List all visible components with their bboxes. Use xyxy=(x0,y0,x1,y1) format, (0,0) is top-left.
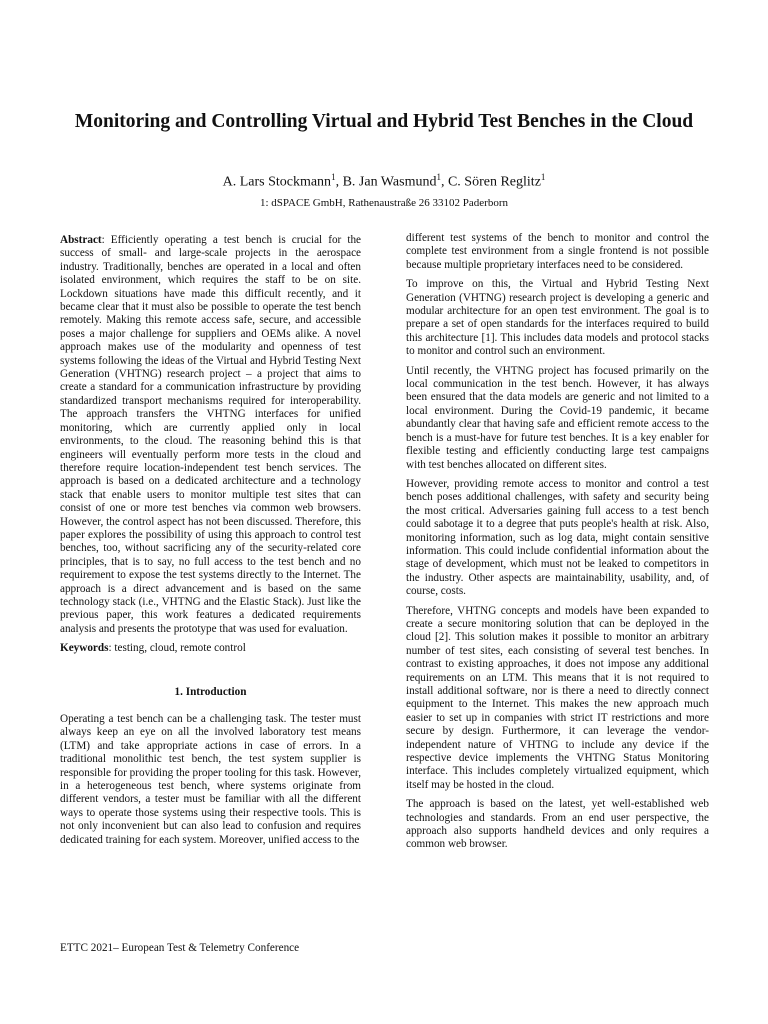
abstract xyxy=(60,234,361,636)
keywords-label: Keywords xyxy=(60,642,109,655)
affiliation: 1: dSPACE GmbH, Rathenaustraße 26 33102 Paderborn xyxy=(260,197,508,209)
abstract-text: : Efficiently operating a test bench is crucial for the success of small- and large-scale projects in the aerospace industry. Traditionally, benches are operated in a local and often isolated environment, which requires the staff to be on site. Lockdown situations have made this difficult recently, and it became clear that it must also be possible to operate the test bench remotely. Making this remote access safe, secure, and accessible poses a major challenge for suppliers and OEMs alike. A novel approach makes use of the modularity and openness of test systems following the ideas of the Virtual and Hybrid Testing Next Generation (VHTNG) research project – a project that aims to create a standard for a communication infrastructure by providing standardized transport mechanisms required for interoperability. The approach transfers the VHTNG interfaces for unified monitoring, which are currently applied only in local environments, to the cloud. The reasoning behind this is that engineers will eventually perform more tests in the cloud and therefore require location-independent test bench services. The approach is based on a dedicated architecture and a technology stack that enable users to monitor multiple test sites that can consist of one or more test benches via common web browsers. However, the control aspect has not been discussed. Therefore, this paper explores the possibility of using this approach to control test benches, too, without sacrificing any of the security-related core principles, that is to say, no full access to the test bench and no requirement to expose the test systems directly to the Internet. The approach is a direct advancement and is based on the same technology stack (i.e., VHTNG and the Elastic Stack). Just like the previous paper, this work features a dedicated requirements analysis and presents the prototype that was used for evaluation. xyxy=(60,234,361,635)
author-list: A. Lars Stockmann$^1$, B. Jan Wasmund$^1$, C. Sören Reglitz$^1$ xyxy=(222,172,546,190)
section-heading-introduction: 1. Introduction xyxy=(174,685,247,698)
right-column xyxy=(406,232,709,858)
body-paragraph: Until recently, the VHTNG project has focused primarily on the local communication in the test bench. However, it has always been ensured that the data models are generic and not limited to a local environment. During the Covid-19 pandemic, it became abundantly clear that having safe and efficient remote access to the bench is a must-have for future test benches. It is a key enabler for flexible testing and efficiently conducting large test campaigns with test benches allocated on different sites. xyxy=(406,364,709,471)
paper-title: Monitoring and Controlling Virtual and Hybrid Test Benches in the Cloud xyxy=(74,111,694,132)
keywords xyxy=(60,642,361,655)
author-name: A. Lars Stockmann xyxy=(222,174,332,190)
body-paragraph: However, providing remote access to monitor and control a test bench poses additional challenges, with safety and security being the most critical. Adversaries gaining full access to a test bench could sabotage it to a degree that puts people's health at risk. Also, monitoring information, such as log data, might contain sensitive information. This could include confidential information about the stage of development, which must not be leaked to competitors in the industry. Other aspects are maintainability, usability, and, of course, costs. xyxy=(406,477,709,598)
author-name: C. Sören Reglitz xyxy=(447,174,541,190)
author-affiliation-mark: 1 xyxy=(540,172,546,182)
page-footer: ETTC 2021– European Test & Telemetry Conference xyxy=(60,942,300,954)
left-column xyxy=(60,234,361,853)
author-affiliation-mark: 1 xyxy=(436,172,441,182)
body-paragraph: The approach is based on the latest, yet well-established web technologies and standards. From an end user perspective, the approach also supports handheld devices and only requires a common web browser. xyxy=(406,798,709,851)
keywords-text: : testing, cloud, remote control xyxy=(108,642,246,655)
author-name: B. Jan Wasmund xyxy=(342,174,437,190)
author-affiliation-mark: 1 xyxy=(331,172,336,182)
body-paragraph: To improve on this, the Virtual and Hybrid Testing Next Generation (VHTNG) research project is developing a generic and modular architecture for an open test environment. The goal is to prepare a set of open standards for the interfaces required to build this architecture [1]. This includes data models and protocol stacks to monitor and control such an environment. xyxy=(406,278,709,358)
abstract-label: Abstract xyxy=(60,234,102,246)
introduction-paragraph: Operating a test bench can be a challenging task. The tester must always keep an eye on all the involved laboratory test means (LTM) and take appropriate actions in case of errors. In a traditional monolithic test bench, the test system supplier is responsible for providing the proper tooling for this task. However, in a heterogeneous test bench, where systems originate from different vendors, a tester must be familiar with all the different ways to operate those systems using their respective tools. This is not only inconvenient but can also lead to confusion and requires dedicated training for each system. Moreover, unified access to the xyxy=(60,713,361,846)
body-paragraph: Therefore, VHTNG concepts and models have been expanded to create a secure monitoring solution that can be deployed in the cloud [2]. This solution makes it possible to monitor an arbitrary number of test sites, each consisting of several test benches. In contrast to existing approaches, it does not impose any additional requirements on an LTM. This means that it is not required to install additional software, nor is there a need to directly connect equipment to the Internet. This makes the new approach much easier to set up in companies with strict IT restrictions and more secure by design. Furthermore, it can leverage the vendor-independent nature of VHTNG to include any device if the respective device implements the VHTNG Status Monitoring interface. This includes completely virtualized equipment, which itself may be hosted in the cloud. xyxy=(406,604,709,791)
body-paragraph: different test systems of the bench to monitor and control the complete test environment from a single frontend is not possible because multiple proprietary interfaces need to be considered. xyxy=(406,232,709,271)
